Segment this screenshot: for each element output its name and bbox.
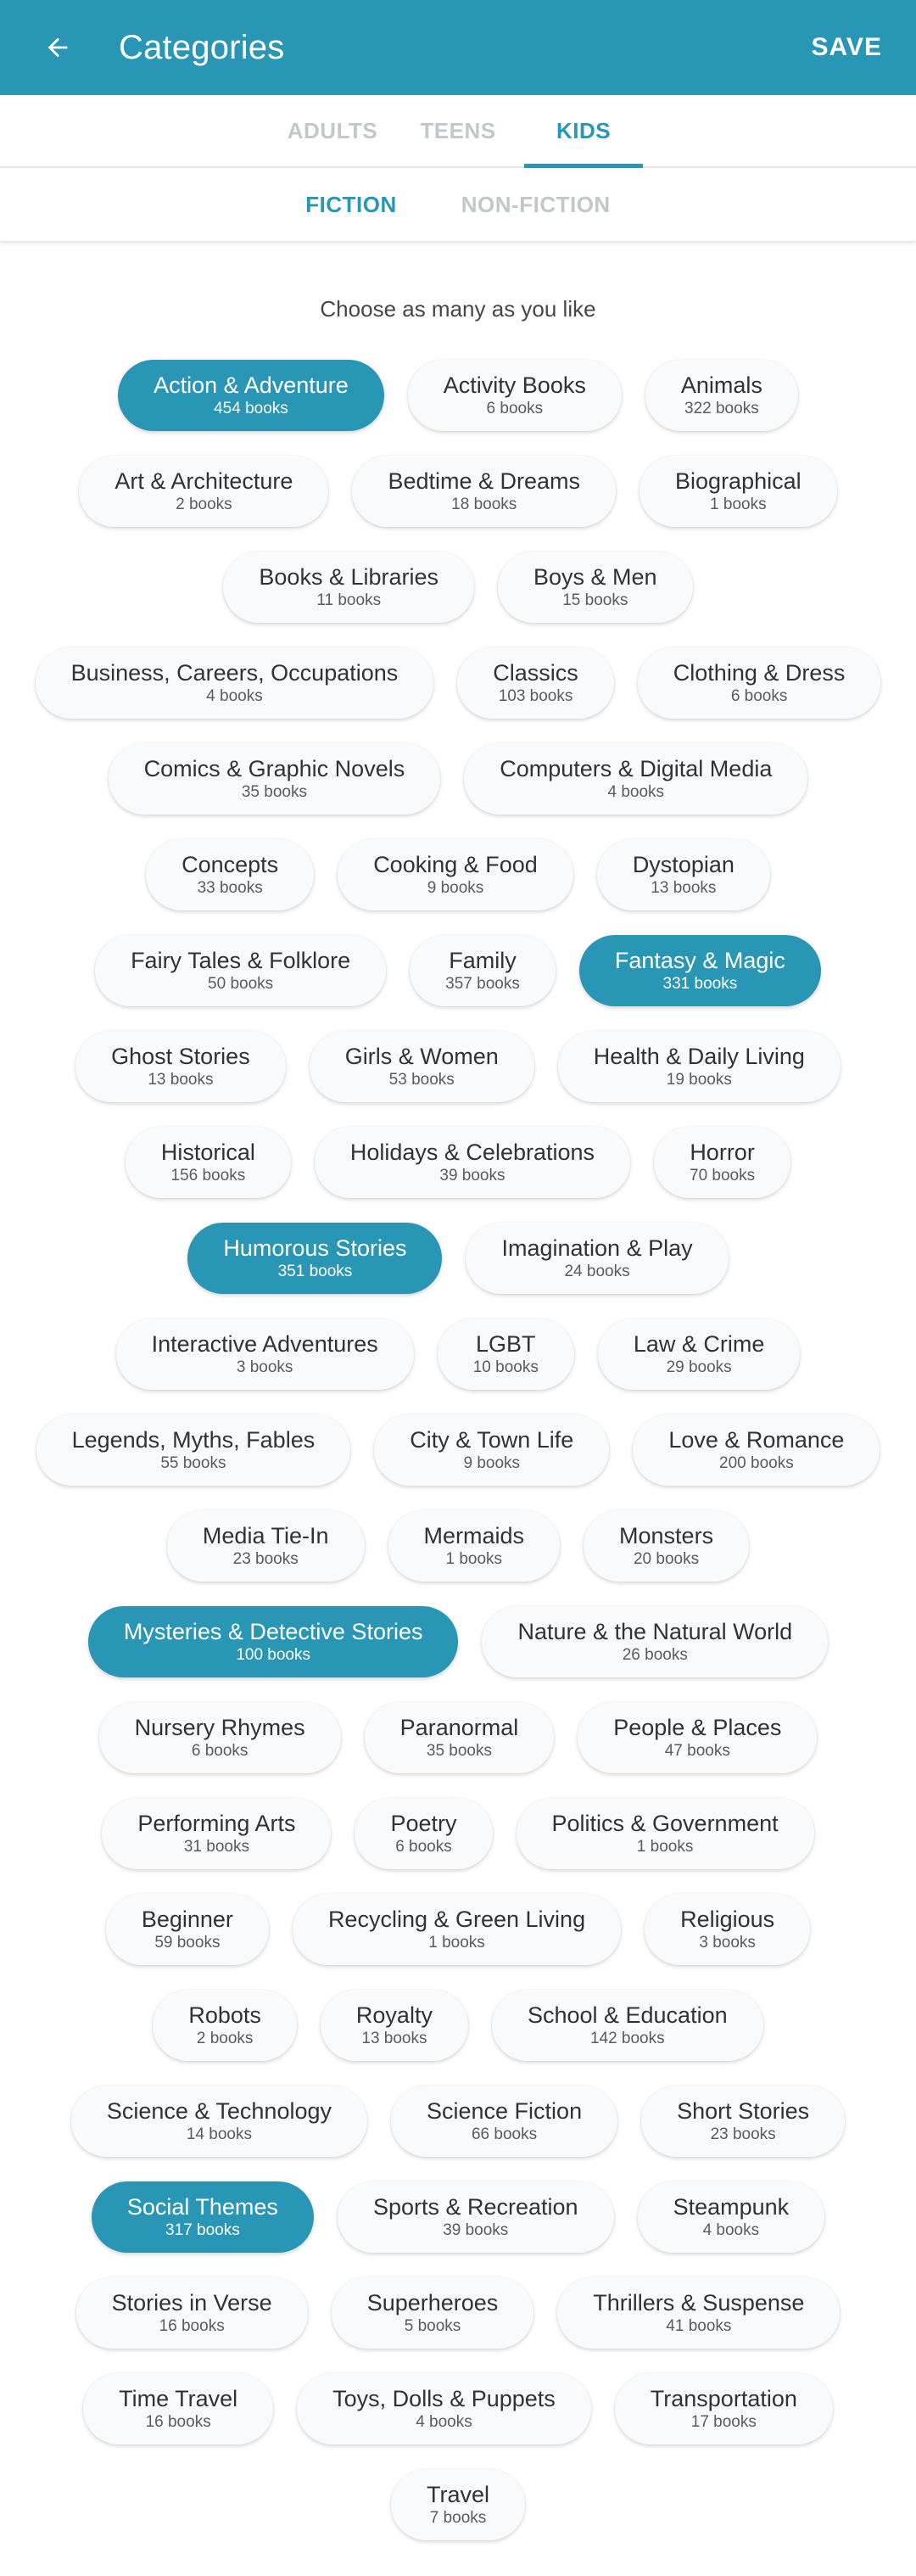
category-book-count: 1 books bbox=[428, 1934, 485, 1952]
category-chip[interactable] bbox=[388, 1510, 561, 1582]
category-name: Holidays & Celebrations bbox=[349, 1140, 595, 1165]
app-bar bbox=[0, 0, 916, 95]
category-chip[interactable] bbox=[438, 1319, 574, 1390]
category-book-count: 31 books bbox=[183, 1838, 249, 1856]
category-book-count: 2 books bbox=[196, 2030, 254, 2047]
category-name: Nursery Rhymes bbox=[134, 1715, 305, 1740]
back-button[interactable] bbox=[31, 20, 85, 75]
category-book-count: 322 books bbox=[684, 400, 759, 417]
category-book-count: 24 books bbox=[564, 1263, 630, 1280]
category-chip[interactable] bbox=[391, 2469, 525, 2540]
category-name: Paranormal bbox=[399, 1715, 519, 1740]
category-book-count: 6 books bbox=[191, 1742, 249, 1760]
category-name: Stories in Verse bbox=[111, 2290, 272, 2316]
category-book-count: 47 books bbox=[664, 1742, 730, 1760]
category-book-count: 103 books bbox=[498, 687, 573, 705]
category-chip[interactable] bbox=[310, 1031, 534, 1102]
category-book-count: 3 books bbox=[699, 1934, 756, 1952]
category-book-count: 9 books bbox=[463, 1454, 521, 1472]
category-chip[interactable] bbox=[99, 1702, 341, 1773]
category-chip[interactable] bbox=[408, 360, 622, 431]
category-chip[interactable] bbox=[338, 839, 573, 910]
category-book-count: 6 books bbox=[395, 1838, 452, 1856]
category-book-count: 23 books bbox=[710, 2125, 776, 2143]
category-name: Poetry bbox=[390, 1811, 457, 1836]
category-chip[interactable] bbox=[645, 1894, 810, 1965]
category-book-count: 6 books bbox=[486, 400, 544, 417]
category-book-count: 15 books bbox=[562, 591, 628, 609]
category-name: Travel bbox=[426, 2482, 489, 2507]
category-name: Horror bbox=[690, 1140, 755, 1165]
category-name: LGBT bbox=[476, 1331, 536, 1357]
category-name: Mermaids bbox=[423, 1523, 525, 1548]
tab-teens[interactable]: TEENS bbox=[420, 117, 496, 143]
category-book-count: 55 books bbox=[160, 1454, 226, 1472]
instruction-text: Choose as many as you like bbox=[320, 296, 596, 322]
category-book-count: 19 books bbox=[666, 1071, 732, 1089]
category-name: Cooking & Food bbox=[373, 852, 538, 877]
tab-fiction[interactable]: FICTION bbox=[305, 191, 397, 217]
category-name: Books & Libraries bbox=[259, 564, 439, 590]
category-chip[interactable] bbox=[466, 1223, 728, 1294]
category-name: Royalty bbox=[355, 2002, 433, 2028]
category-book-count: 53 books bbox=[388, 1071, 455, 1089]
category-chip[interactable] bbox=[352, 456, 616, 527]
category-name: Art & Architecture bbox=[114, 468, 293, 494]
category-chip[interactable] bbox=[557, 2277, 840, 2349]
category-book-count: 1 books bbox=[445, 1550, 503, 1568]
category-chip[interactable] bbox=[654, 1127, 790, 1198]
category-name: Religious bbox=[680, 1907, 775, 1932]
category-name: Bedtime & Dreams bbox=[388, 468, 581, 494]
category-book-count: 6 books bbox=[730, 687, 788, 705]
category-chip[interactable] bbox=[36, 647, 434, 719]
category-chip[interactable] bbox=[321, 1990, 468, 2061]
category-name: Fantasy & Magic bbox=[614, 948, 785, 973]
category-chip[interactable] bbox=[332, 2277, 534, 2349]
category-name: Imagination & Play bbox=[501, 1235, 693, 1261]
category-book-count: 14 books bbox=[186, 2125, 252, 2143]
category-book-count: 5 books bbox=[404, 2317, 461, 2335]
category-name: Monsters bbox=[619, 1523, 714, 1548]
category-name: Nature & the Natural World bbox=[517, 1619, 793, 1644]
category-chip[interactable] bbox=[92, 2181, 314, 2253]
category-book-count: 9 books bbox=[427, 879, 484, 897]
category-chip[interactable] bbox=[457, 647, 614, 719]
category-book-count: 18 books bbox=[451, 496, 517, 513]
category-book-count: 35 books bbox=[426, 1742, 493, 1760]
arrow-left-icon bbox=[43, 33, 72, 62]
category-chip[interactable] bbox=[126, 1127, 291, 1198]
category-name: Ghost Stories bbox=[111, 1044, 250, 1069]
category-chip[interactable] bbox=[638, 647, 881, 719]
category-name: Dystopian bbox=[632, 852, 734, 877]
category-chip[interactable] bbox=[146, 839, 314, 910]
category-name: Action & Adventure bbox=[154, 372, 349, 398]
category-name: Love & Romance bbox=[668, 1427, 845, 1453]
category-name: Activity Books bbox=[443, 372, 586, 398]
category-chip[interactable] bbox=[36, 1414, 351, 1486]
category-name: Family bbox=[449, 948, 517, 973]
tab-non-fiction[interactable]: NON-FICTION bbox=[461, 191, 611, 217]
category-chip[interactable] bbox=[83, 2373, 273, 2444]
category-book-count: 13 books bbox=[148, 1071, 214, 1089]
category-name: Comics & Graphic Novels bbox=[143, 756, 405, 781]
category-chip[interactable] bbox=[374, 1414, 609, 1486]
category-chip[interactable] bbox=[615, 2373, 833, 2444]
category-chip[interactable] bbox=[88, 1606, 459, 1677]
category-book-count: 59 books bbox=[154, 1934, 221, 1952]
category-name: Humorous Stories bbox=[223, 1235, 407, 1261]
category-name: Science Fiction bbox=[427, 2098, 583, 2124]
category-chip[interactable] bbox=[482, 1606, 828, 1677]
category-chip[interactable] bbox=[355, 1798, 492, 1869]
category-book-count: 66 books bbox=[471, 2125, 538, 2143]
tab-adults[interactable]: ADULTS bbox=[287, 117, 378, 143]
genre-type-tabs bbox=[0, 168, 916, 241]
category-book-count: 200 books bbox=[719, 1454, 794, 1472]
category-chip[interactable] bbox=[365, 1702, 555, 1773]
category-book-count: 357 books bbox=[445, 975, 520, 993]
category-chip[interactable] bbox=[517, 1798, 814, 1869]
tab-kids[interactable]: KIDS bbox=[524, 95, 643, 166]
category-book-count: 4 books bbox=[416, 2413, 472, 2431]
category-chip[interactable] bbox=[391, 2086, 617, 2157]
category-name: Concepts bbox=[182, 852, 279, 877]
category-name: School & Education bbox=[527, 2002, 728, 2028]
category-chip[interactable] bbox=[187, 1223, 442, 1294]
category-name: Social Themes bbox=[126, 2194, 278, 2220]
category-chip[interactable] bbox=[598, 1319, 801, 1390]
audience-tabs bbox=[0, 95, 916, 168]
category-name: People & Places bbox=[613, 1715, 782, 1740]
category-name: Time Travel bbox=[119, 2386, 238, 2411]
category-book-count: 454 books bbox=[214, 400, 288, 417]
category-book-count: 3 books bbox=[236, 1358, 293, 1376]
category-name: Girls & Women bbox=[344, 1044, 499, 1069]
category-name: Fairy Tales & Folklore bbox=[131, 948, 351, 973]
category-chip[interactable] bbox=[102, 1798, 331, 1869]
category-book-count: 156 books bbox=[170, 1167, 246, 1184]
category-book-count: 4 books bbox=[702, 2221, 760, 2239]
category-book-count: 29 books bbox=[666, 1358, 732, 1376]
category-name: Science & Technology bbox=[106, 2098, 332, 2124]
category-chip[interactable] bbox=[106, 1894, 269, 1965]
category-name: Beginner bbox=[141, 1907, 233, 1932]
category-book-count: 10 books bbox=[472, 1358, 539, 1376]
save-button[interactable]: SAVE bbox=[811, 33, 882, 61]
category-chip[interactable] bbox=[558, 1031, 841, 1102]
category-chip[interactable] bbox=[640, 456, 837, 527]
category-chip[interactable] bbox=[633, 1414, 880, 1486]
category-book-count: 11 books bbox=[316, 591, 382, 609]
category-chip-list bbox=[0, 360, 916, 2540]
category-book-count: 16 books bbox=[159, 2317, 225, 2335]
category-book-count: 317 books bbox=[165, 2221, 240, 2239]
category-chip[interactable] bbox=[338, 2181, 614, 2253]
category-book-count: 26 books bbox=[622, 1646, 688, 1664]
category-name: Classics bbox=[493, 660, 578, 686]
category-name: Performing Arts bbox=[137, 1811, 296, 1836]
category-book-count: 351 books bbox=[277, 1263, 353, 1280]
category-chip[interactable] bbox=[492, 1990, 763, 2061]
category-name: Computers & Digital Media bbox=[500, 756, 773, 781]
category-chip[interactable] bbox=[71, 2086, 367, 2157]
category-name: Legends, Myths, Fables bbox=[71, 1427, 316, 1453]
category-chip[interactable] bbox=[109, 743, 441, 815]
category-chip[interactable] bbox=[116, 1319, 414, 1390]
category-book-count: 20 books bbox=[633, 1550, 700, 1568]
category-book-count: 35 books bbox=[241, 783, 307, 801]
category-book-count: 39 books bbox=[443, 2221, 509, 2239]
category-chip[interactable] bbox=[498, 552, 693, 623]
category-name: Politics & Government bbox=[551, 1811, 779, 1836]
category-chip[interactable] bbox=[293, 1894, 621, 1965]
category-name: Animals bbox=[680, 372, 762, 398]
category-chip[interactable] bbox=[638, 2181, 825, 2253]
category-chip[interactable] bbox=[315, 1127, 630, 1198]
category-chip[interactable] bbox=[584, 1510, 749, 1582]
category-book-count: 4 books bbox=[607, 783, 665, 801]
category-chip[interactable] bbox=[223, 552, 474, 623]
category-name: Toys, Dolls & Puppets bbox=[332, 2386, 556, 2411]
category-chip[interactable] bbox=[597, 839, 770, 910]
category-name: Biographical bbox=[675, 468, 802, 494]
category-book-count: 13 books bbox=[361, 2030, 427, 2047]
category-name: Transportation bbox=[650, 2386, 797, 2411]
category-book-count: 17 books bbox=[690, 2413, 757, 2431]
category-book-count: 7 books bbox=[429, 2509, 487, 2527]
category-book-count: 142 books bbox=[589, 2030, 665, 2047]
category-book-count: 23 books bbox=[232, 1550, 299, 1568]
category-name: Superheroes bbox=[366, 2290, 499, 2316]
category-chip[interactable] bbox=[95, 935, 386, 1006]
category-book-count: 50 books bbox=[208, 975, 274, 993]
category-book-count: 33 books bbox=[197, 879, 263, 897]
category-book-count: 13 books bbox=[651, 879, 717, 897]
category-name: Clothing & Dress bbox=[673, 660, 846, 686]
category-book-count: 16 books bbox=[145, 2413, 211, 2431]
category-book-count: 41 books bbox=[666, 2317, 732, 2335]
category-book-count: 2 books bbox=[176, 496, 232, 513]
category-chip[interactable] bbox=[79, 456, 328, 527]
category-book-count: 100 books bbox=[236, 1646, 310, 1664]
category-chip[interactable] bbox=[578, 1702, 817, 1773]
category-book-count: 4 books bbox=[206, 687, 263, 705]
category-chip[interactable] bbox=[645, 360, 798, 431]
category-chip[interactable] bbox=[641, 2086, 845, 2157]
category-chip[interactable] bbox=[118, 360, 384, 431]
category-name: Sports & Recreation bbox=[372, 2194, 578, 2220]
category-chip[interactable] bbox=[76, 2277, 308, 2349]
category-name: City & Town Life bbox=[410, 1427, 574, 1453]
category-chip[interactable] bbox=[167, 1510, 365, 1582]
category-name: Mysteries & Detective Stories bbox=[123, 1619, 423, 1644]
page-title: Categories bbox=[119, 28, 285, 66]
category-chip[interactable] bbox=[75, 1031, 286, 1102]
category-name: Historical bbox=[160, 1140, 255, 1165]
category-book-count: 1 books bbox=[636, 1838, 694, 1856]
category-name: Boys & Men bbox=[533, 564, 657, 590]
category-chip[interactable] bbox=[410, 935, 556, 1006]
category-name: Steampunk bbox=[673, 2194, 790, 2220]
category-book-count: 331 books bbox=[662, 975, 738, 993]
category-book-count: 39 books bbox=[439, 1167, 505, 1184]
category-name: Robots bbox=[188, 2002, 261, 2028]
category-name: Thrillers & Suspense bbox=[593, 2290, 805, 2316]
category-book-count: 70 books bbox=[690, 1167, 756, 1184]
category-name: Interactive Adventures bbox=[151, 1331, 378, 1357]
category-chip[interactable] bbox=[153, 1990, 297, 2061]
category-name: Recycling & Green Living bbox=[327, 1907, 586, 1932]
category-book-count: 1 books bbox=[710, 496, 767, 513]
category-chip[interactable] bbox=[464, 743, 807, 815]
category-name: Business, Careers, Occupations bbox=[70, 660, 399, 686]
category-chip[interactable] bbox=[297, 2373, 591, 2444]
category-name: Short Stories bbox=[677, 2098, 810, 2124]
category-name: Health & Daily Living bbox=[593, 1044, 805, 1069]
category-name: Media Tie-In bbox=[202, 1523, 329, 1548]
category-name: Law & Crime bbox=[633, 1331, 765, 1357]
category-chip[interactable] bbox=[579, 935, 821, 1006]
